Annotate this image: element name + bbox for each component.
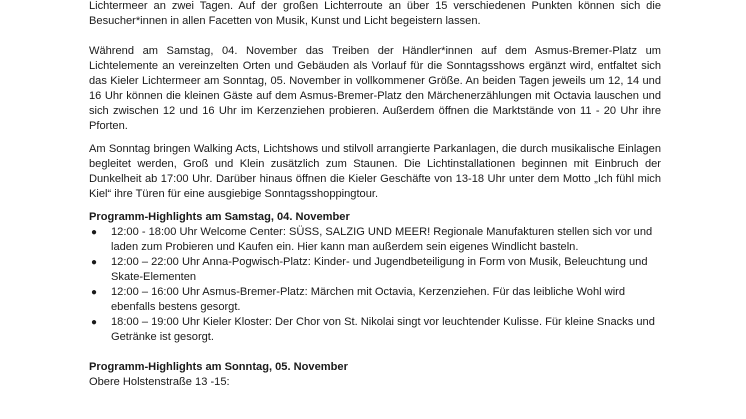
document-body <box>89 0 661 390</box>
list-item: ● 12:00 – 16:00 Uhr Asmus-Bremer-Platz: Märchen mit Octavia, Kerzenziehen. Für das leibliche Wohl wird ebenfalls bestens gesorgt. <box>91 286 626 313</box>
bullet-icon: ● <box>91 287 98 298</box>
list-item: ● 18:00 – 19:00 Uhr Kieler Kloster: Der Chor von St. Nikolai singt vor leuchtender Kulisse. Für kleine Snacks und Getränke ist gesorgt. <box>91 316 655 343</box>
saturday-list <box>89 225 661 345</box>
sunday-paragraph: Am Sonntag bringen Walking Acts, Lichtshows und stilvoll arrangierte Parkanlagen, die durch musikalische Einlagen begleitet werden, Groß und Klein zusätzlich zum Staunen. Die Lichtinstallationen beginnen mit Einbruch der Dunkelheit ab 17:00 Uhr. Darüber hinaus öffnen die Kieler Geschäfte von 13-18 Uhr unter dem Motto „Ich fühl mich Kiel“ ihre Türen für eine ausgiebige Sonntagsshoppingtour. <box>89 143 661 200</box>
intro-paragraph: Lichtermeer an zwei Tagen. Auf der großen Lichterroute an über 15 verschiedenen Punkten können sich die Besucher*innen in allen Facetten von Musik, Kunst und Licht begeistern lassen. <box>89 0 661 27</box>
list-item: ● 12:00 - 18:00 Uhr Welcome Center: SÜSS, SALZIG UND MEER! Regionale Manufakturen stellen sich vor und laden zum Probieren und Kaufen ein. Hier kann man außerdem sein eigenes Windlicht basteln. <box>91 226 653 253</box>
saturday-heading: Programm-Highlights am Samstag, 04. November <box>89 211 350 223</box>
bullet-icon: ● <box>91 227 98 238</box>
sunday-first-line: Obere Holstenstraße 13 -15: <box>89 376 230 388</box>
list-item: ● 12:00 – 22:00 Uhr Anna-Pogwisch-Platz: Kinder- und Jugendbeteiligung in Form von Musik, Beleuchtung und Skate-Elementen <box>91 256 648 283</box>
sunday-heading: Programm-Highlights am Sonntag, 05. November <box>89 361 348 373</box>
bullet-icon: ● <box>91 257 98 268</box>
bullet-icon: ● <box>91 317 98 328</box>
saturday-sunday-paragraph: Während am Samstag, 04. November das Treiben der Händler*innen auf dem Asmus-Bremer-Platz um Lichtelemente an vereinzelten Orten und Gebäuden als Vorlauf für die Sonntagsshows ergänzt wird, entfaltet sich das Kieler Lichtermeer am Sonntag, 05. November in vollkommener Größe. An beiden Tagen jeweils um 12, 14 und 16 Uhr können die kleinen Gäste auf dem Asmus-Bremer-Platz den Märchenerzählungen mit Octavia lauschen und sich zwischen 12 und 16 Uhr im Kerzenziehen probieren. Außerdem öffnen die Marktstände von 11 - 20 Uhr ihre Pforten. <box>89 45 661 132</box>
